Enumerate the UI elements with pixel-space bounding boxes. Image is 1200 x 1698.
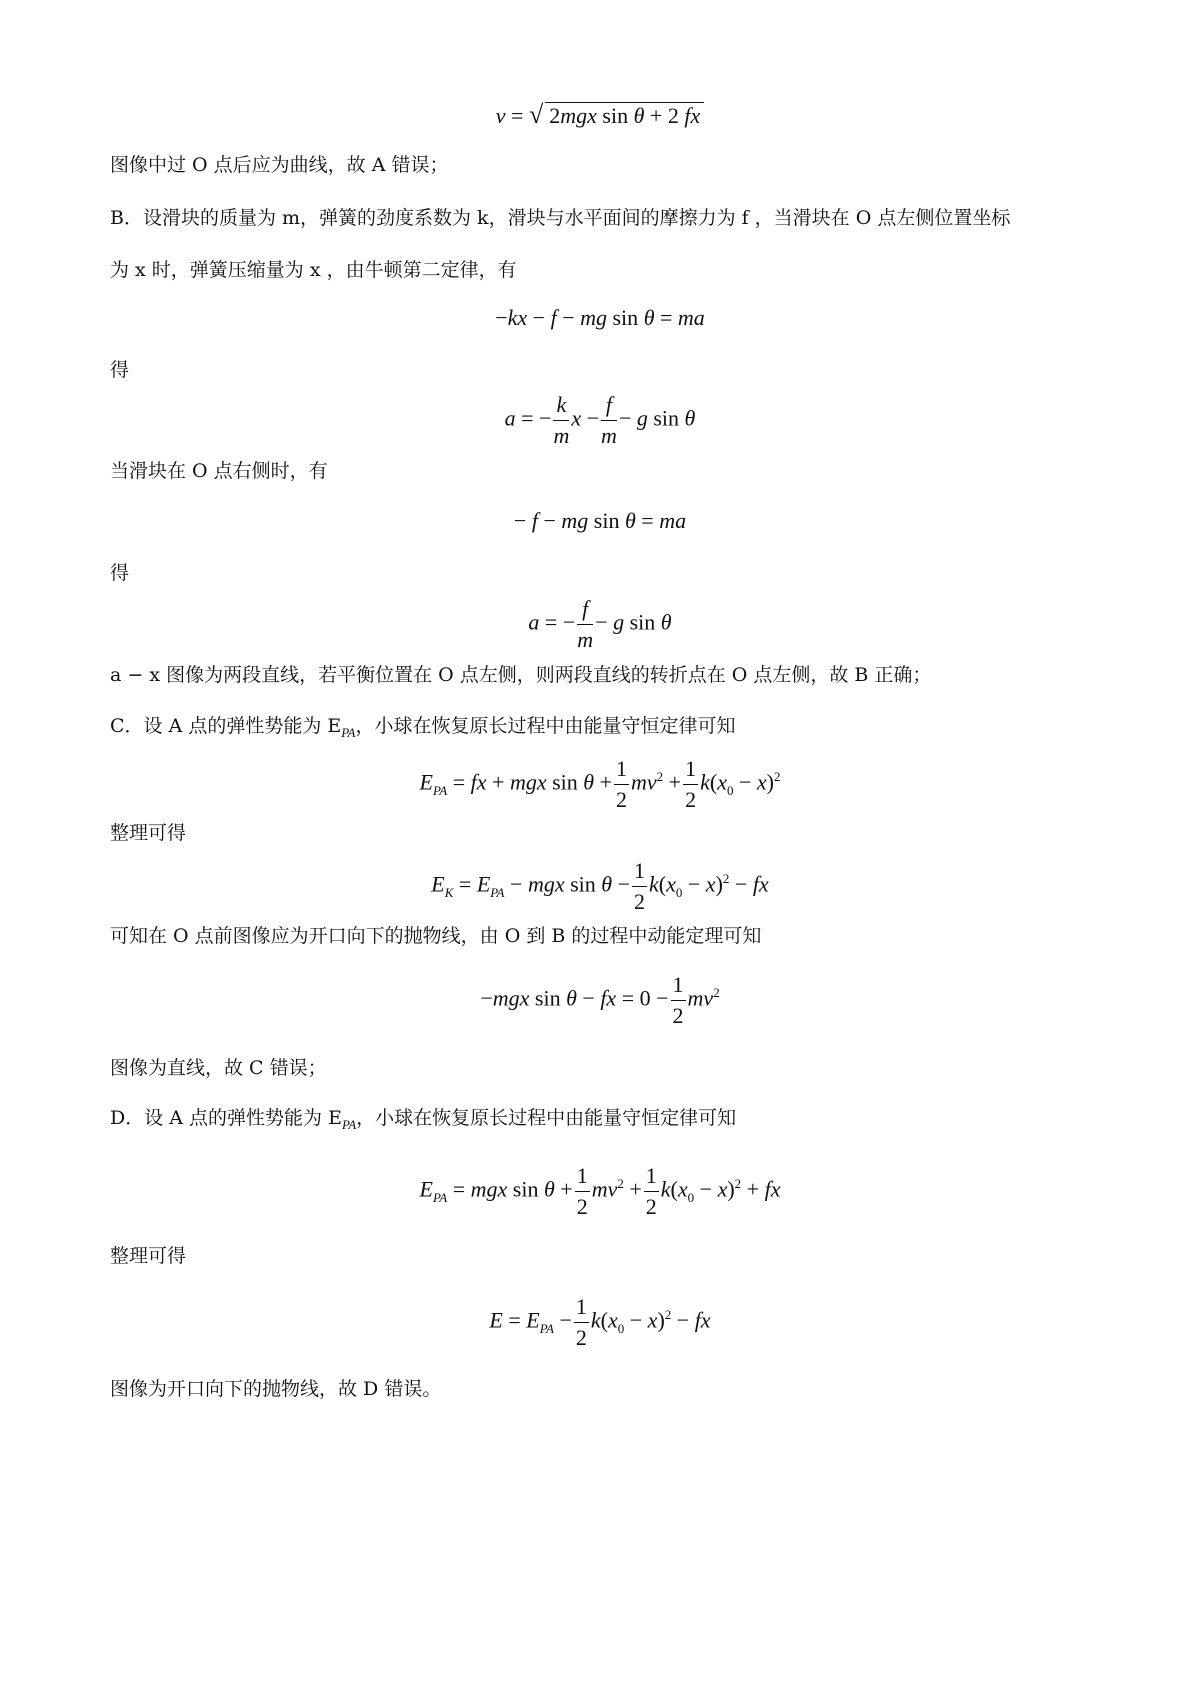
text-line: C．设 A 点的弹性势能为 $E_{PA}$，小球在恢复原长过程中由能量守恒定律可知 xyxy=(110,715,736,740)
equation-work-energy: −mgx sin θ − fx = 0 − $\frac{1}{2}$ $mv^2$ xyxy=(480,972,720,1028)
equation-newton-left: −kx − f − mg sin θ = ma xyxy=(495,305,705,330)
text-line: a − x 图像为两段直线，若平衡位置在 O 点左侧，则两段直线的转折点在 O 点左侧，故 B 正确； xyxy=(110,664,932,686)
text-line: 图像中过 O 点后应为曲线，故 A 错误； xyxy=(110,154,449,176)
equation-mechanical-energy: $E = E_{PA}$ − $\frac{1}{2}$ $k(x_0 - x)^2$ − fx xyxy=(489,1294,711,1350)
equation-acceleration-right: a = − $\frac{f}{m}$ − g sin θ xyxy=(528,596,672,652)
text-line: B．设滑块的质量为 m，弹簧的劲度系数为 k，滑块与水平面间的摩擦力为 f ，当滑块在 O 点左侧位置坐标 xyxy=(110,207,1011,229)
text-line: 为 x 时，弹簧压缩量为 x ，由牛顿第二定律，有 xyxy=(110,259,517,281)
text-line: 整理可得 xyxy=(110,822,187,844)
text-line: 整理可得 xyxy=(110,1245,187,1267)
equation-energy-conservation-c: $E_{PA}$ = fx + mgx sin θ + $\frac{1}{2}$ $mv^2$ + $\frac{1}{2}$ $k(x_0 - x)^2$ xyxy=(419,756,781,812)
text-line: 得 xyxy=(110,562,130,584)
equation-kinetic-energy: $E_K = E_{PA}$ − mgx sin θ − $\frac{1}{2}$ $k(x_0 - x)^2$ − fx xyxy=(431,858,769,914)
equation-newton-right: − f − mg sin θ = ma xyxy=(513,508,687,533)
text-line: 当滑块在 O 点右侧时，有 xyxy=(110,460,328,482)
text-line: D．设 A 点的弹性势能为 $E_{PA}$，小球在恢复原长过程中由能量守恒定律可知 xyxy=(110,1107,737,1132)
equation-acceleration-left: a = − $\frac{k}{m}$ x − $\frac{f}{m}$ − g sin θ xyxy=(504,392,696,448)
equation-energy-conservation-d: $E_{PA}$ = mgx sin θ + $\frac{1}{2}$ $mv^2$ + $\frac{1}{2}$ $k(x_0 - x)^2$ + fx xyxy=(419,1163,781,1219)
text-line: 可知在 O 点前图像应为开口向下的抛物线，由 O 到 B 的过程中动能定理可知 xyxy=(110,925,762,947)
text-line: 图像为直线，故 C 错误； xyxy=(110,1057,327,1079)
equation-velocity: v = √ 2mgx sin θ + 2 fx xyxy=(0,100,1200,130)
text-line: 得 xyxy=(110,359,130,381)
text-line: 图像为开口向下的抛物线，故 D 错误。 xyxy=(110,1378,442,1400)
